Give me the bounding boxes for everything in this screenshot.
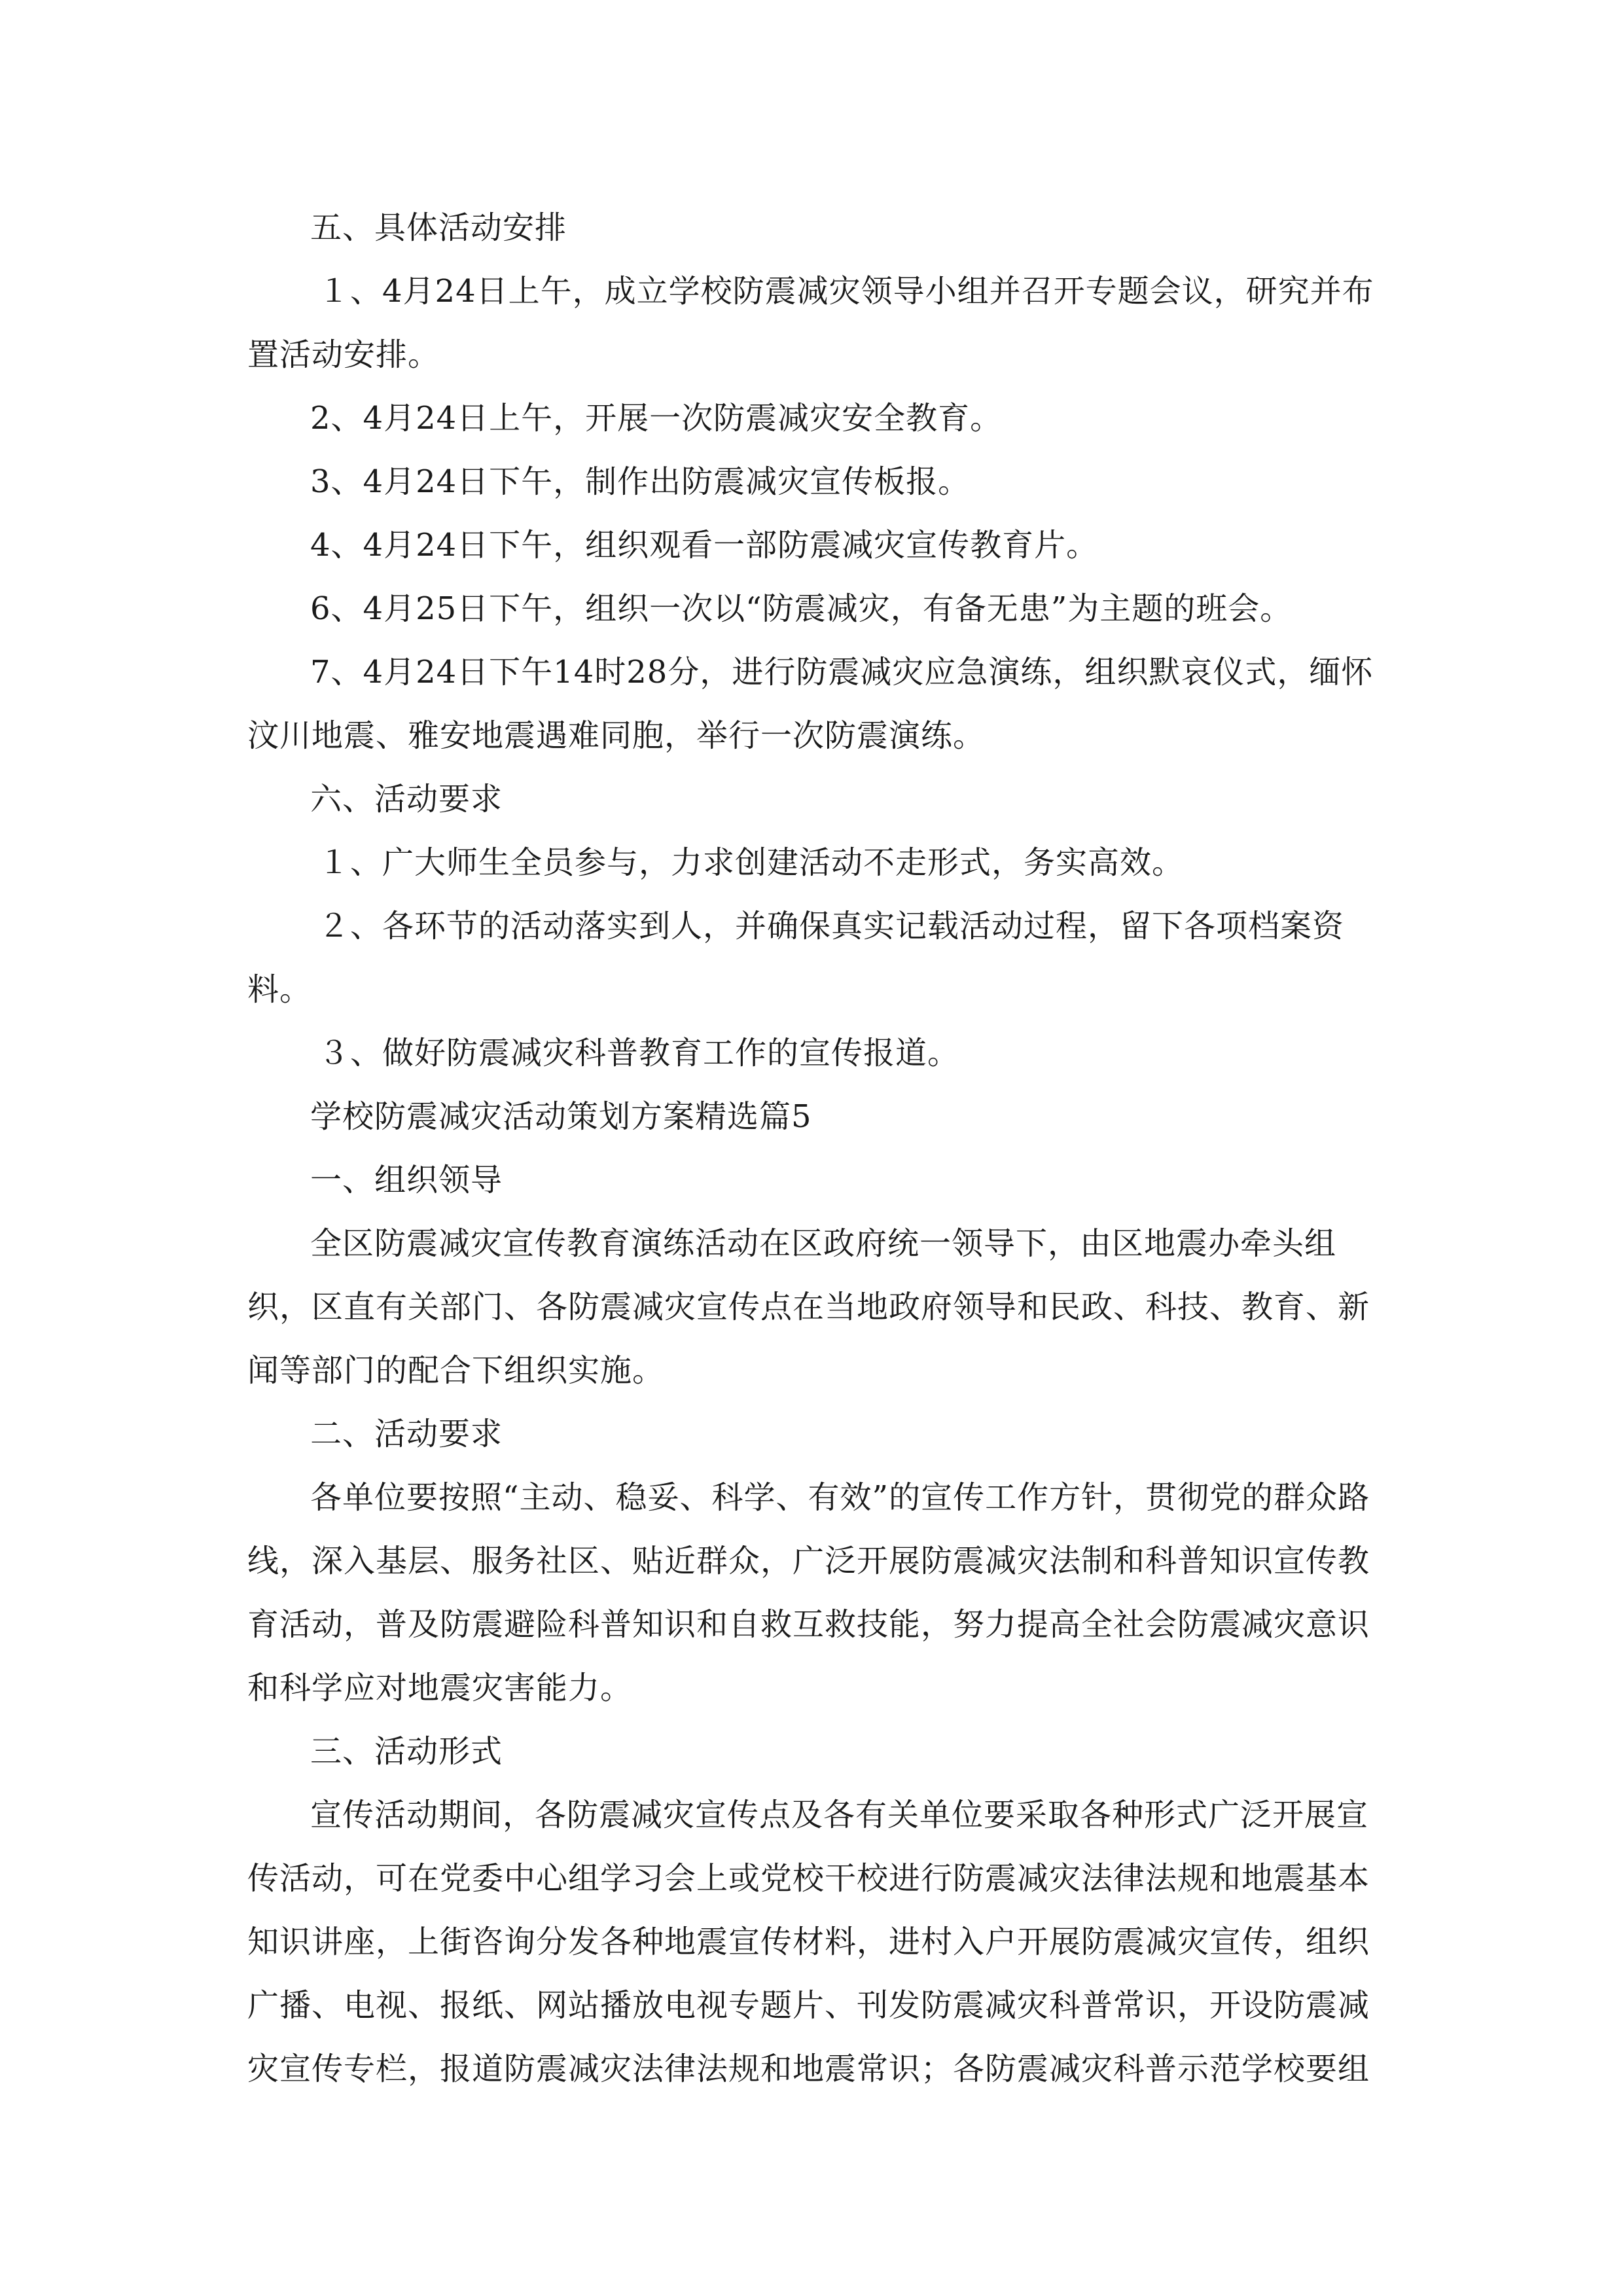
section-heading: 二、活动要求 [310, 1416, 503, 1452]
body-paragraph: 全区防震减灾宣传教育演练活动在区政府统一领导下，由区地震办牵头组织，区直有关部门、各防震减灾宣传点在当地政府领导和民政、科技、教育、新闻等部门的配合下组织实施。 [247, 1225, 1370, 1389]
list-item: 4、4月24日下午，组织观看一部防震减灾宣传教育片。 [310, 527, 1099, 564]
list-item: ３、做好防震减灾科普教育工作的宣传报道。 [318, 1035, 960, 1071]
document-subtitle: 学校防震减灾活动策划方案精选篇5 [310, 1098, 812, 1135]
list-item: 3、4月24日下午，制作出防震减灾宣传板报。 [310, 463, 971, 500]
section-heading: 三、活动形式 [310, 1733, 503, 1770]
list-item: ２、各环节的活动落实到人，并确保真实记载活动过程，留下各项档案资料。 [247, 908, 1345, 1008]
section-heading: 一、组织领导 [310, 1162, 503, 1198]
list-item: 7、4月24日下午14时28分，进行防震减灾应急演练，组织默哀仪式，缅怀汶川地震、雅安地震遇难同胞，举行一次防震演练。 [247, 654, 1374, 754]
list-item: 2、4月24日上午，开展一次防震减灾安全教育。 [310, 400, 1003, 437]
body-paragraph: 宣传活动期间，各防震减灾宣传点及各有关单位要采取各种形式广泛开展宣传活动，可在党委中心组学习会上或党校干校进行防震减灾法律法规和地震基本知识讲座，上街咨询分发各种地震宣传材料，进村入户开展防震减灾宣传，组织广播、电视、报纸、网站播放电视专题片、刊发防震减灾科普常识，开设防震减灾宣传专栏，报道防震减灾法律法规和地震常识；各防震减灾科普示范学校要组 [247, 1797, 1370, 2087]
section-heading: 六、活动要求 [310, 781, 503, 817]
list-item: １、广大师生全员参与，力求创建活动不走形式，务实高效。 [318, 844, 1185, 881]
list-item: １、4月24日上午，成立学校防震减灾领导小组并召开专题会议，研究并布置活动安排。 [247, 273, 1374, 373]
list-item: 6、4月25日下午，组织一次以“防震减灾，有备无患”为主题的班会。 [310, 590, 1293, 627]
body-paragraph: 各单位要按照“主动、稳妥、科学、有效”的宣传工作方针，贯彻党的群众路线，深入基层、服务社区、贴近群众，广泛开展防震减灾法制和科普知识宣传教育活动，普及防震避险科普知识和自救互救技能，努力提高全社会防震减灾意识和科学应对地震灾害能力。 [247, 1479, 1370, 1706]
section-heading: 五、具体活动安排 [310, 209, 567, 246]
document-body [247, 196, 1386, 2101]
